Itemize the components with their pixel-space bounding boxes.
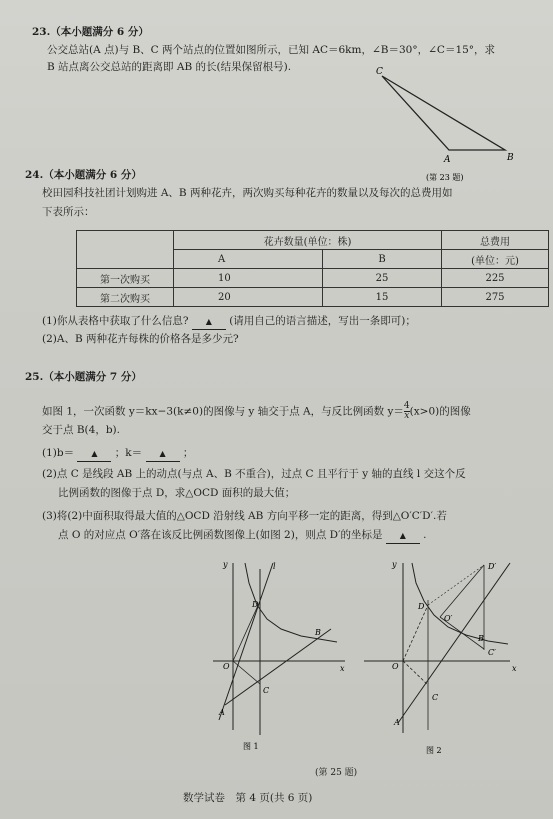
triangle-abc — [382, 76, 505, 150]
q25-sub1 — [42, 446, 193, 462]
segment-od — [403, 605, 428, 661]
label-c-prime: C′ — [488, 648, 496, 657]
q24-text-line2: 下表所示： — [42, 206, 95, 218]
q24-header: 24.（本小题满分 6 分） — [25, 169, 142, 181]
q23-header: 23.（本小题满分 6 分） — [32, 26, 149, 38]
head-cost: 总费用 — [442, 231, 549, 250]
table-row — [77, 288, 549, 307]
q25-sub1-end: ； — [182, 447, 194, 459]
cell-cost: 225 — [442, 269, 549, 288]
q23-figure — [360, 62, 530, 187]
q25-caption: (第 25 题) — [315, 768, 358, 778]
cell-a: 10 — [174, 269, 323, 288]
q24-sub1 — [42, 314, 416, 330]
q25-sub3-line2 — [58, 528, 427, 544]
cell-cost: 275 — [442, 288, 549, 307]
col-b: B — [323, 250, 442, 269]
label-a: A — [394, 718, 400, 727]
label-c: C — [376, 67, 383, 77]
label-d: D — [418, 602, 425, 611]
cell-b: 25 — [323, 269, 442, 288]
q25-text-line2: 交于点 B(4，b). — [42, 424, 120, 436]
label-d: D — [252, 600, 259, 609]
line-l — [219, 563, 273, 720]
head-cost-unit: (单位：元) — [442, 250, 549, 269]
label-b: B — [478, 634, 484, 643]
head-quantity: 花卉数量(单位：株) — [174, 231, 442, 250]
cell-a: 20 — [174, 288, 323, 307]
cell-b: 15 — [323, 288, 442, 307]
fraction-numerator: 4 — [403, 401, 410, 411]
flower-table — [76, 230, 549, 307]
label-c: C — [263, 686, 270, 695]
q24-sub1-text: (1)你从表格中获取了什么信息? — [42, 315, 189, 327]
q24-text-line1: 校田园科技社团计划购进 A、B 两种花卉，两次购买每种花卉的数量以及每次的总费用如 — [42, 187, 453, 199]
label-l: l — [273, 562, 276, 571]
fig1-caption: 图 1 — [243, 742, 259, 751]
q25-sub3-line1: (3)将(2)中面积取得最大值的△OCD 沿射线 AB 方向平移一定的距离，得到△O′C′D′.若 — [42, 510, 447, 522]
answer-blank[interactable]: ▲ — [386, 529, 420, 544]
q25-sub1-label: (1)b＝ — [42, 447, 75, 459]
q25-sub2-line2: 比例函数的图像于点 D，求△OCD 面积的最大值； — [58, 487, 296, 499]
segment-oc — [403, 661, 428, 685]
q24-sub2: (2)A、B 两种花卉每株的价格各是多少元? — [42, 333, 239, 345]
q25-sub3-text: 点 O 的对应点 O′落在该反比例函数图像上(如图 2)，则点 D′的坐标是 — [58, 529, 383, 541]
label-o: O — [223, 662, 230, 671]
segment-oc — [233, 661, 260, 684]
label-c: C — [432, 693, 439, 702]
hyperbola — [245, 563, 337, 642]
q25-sub1-label-k: ；k＝ — [114, 447, 143, 459]
segment-od — [233, 601, 260, 661]
answer-blank[interactable]: ▲ — [146, 447, 180, 462]
row-label: 第一次购买 — [77, 269, 174, 288]
label-b: B — [507, 153, 514, 163]
row-label: 第二次购买 — [77, 288, 174, 307]
label-o: O — [392, 662, 399, 671]
table-corner — [77, 231, 174, 269]
label-a: A — [444, 155, 451, 165]
fig2-caption: 图 2 — [426, 746, 442, 755]
table-row — [77, 231, 549, 250]
q25-header: 25.（本小题满分 7 分） — [25, 371, 142, 383]
q25-sub2-line1: (2)点 C 是线段 AB 上的动点(与点 A、B 不重合)，过点 C 且平行于 y 轴的直线 l 交这个反 — [42, 468, 466, 480]
label-y: y — [392, 560, 397, 569]
label-o-prime: O′ — [444, 614, 453, 623]
fraction-denominator: x — [404, 411, 410, 421]
q25-figure-2 — [360, 555, 530, 760]
q25-line1-text: 如图 1，一次函数 y＝kx−3(k≠0)的图像与 y 轴交于点 A，与反比例函数 y＝ — [42, 405, 404, 418]
label-b: B — [315, 628, 321, 637]
col-a: A — [174, 250, 323, 269]
label-x: x — [340, 664, 345, 673]
answer-blank[interactable]: ▲ — [192, 315, 226, 330]
table-row — [77, 269, 549, 288]
line-ab — [398, 563, 510, 723]
label-d-prime: D′ — [488, 562, 497, 571]
q25-line1-text-end: (x>0)的图像 — [409, 405, 471, 418]
q23-text-line2: B 站点离公交总站的距离即 AB 的长(结果保留根号). — [47, 61, 292, 73]
answer-blank[interactable]: ▲ — [77, 447, 111, 462]
q23-text-line1: 公交总站(A 点)与 B、C 两个站点的位置如图所示，已知 AC＝6km，∠B＝30°，∠C＝15°，求 — [47, 44, 496, 56]
q23-caption: (第 23 题) — [426, 173, 464, 182]
translation-d — [428, 565, 484, 605]
line-ab — [225, 629, 331, 705]
label-a: A — [219, 708, 225, 717]
q24-sub1-text-end: (请用自己的语言描述，写出一条即可)； — [229, 315, 416, 327]
q25-sub3-end: . — [423, 529, 427, 541]
page-footer: 数学试卷 第 4 页(共 6 页) — [183, 792, 313, 804]
q25-text-line1 — [42, 402, 471, 421]
label-y: y — [223, 560, 228, 569]
q25-figure-1 — [205, 555, 355, 755]
label-x: x — [512, 664, 517, 673]
